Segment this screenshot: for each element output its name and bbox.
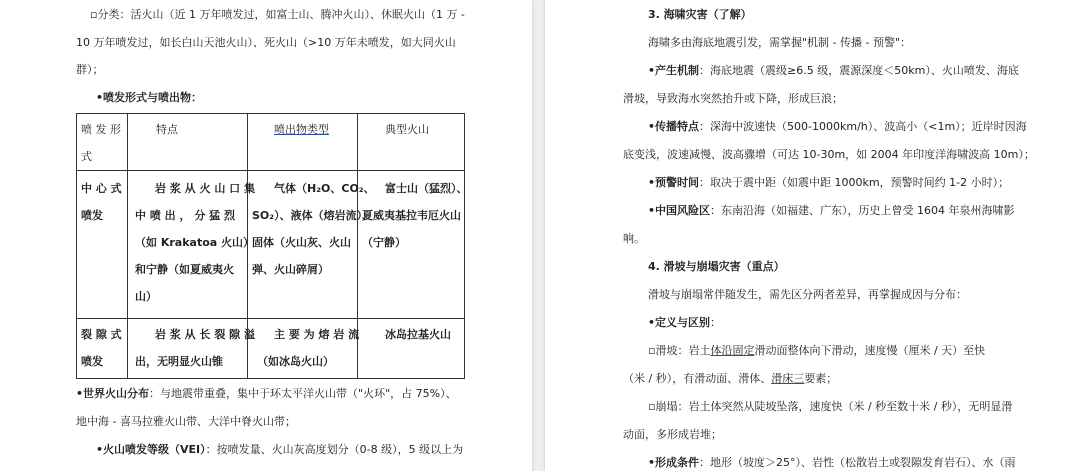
table-cell: 富士山（猛烈）、 bbox=[385, 182, 468, 195]
section-heading: 3. 海啸灾害（了解） bbox=[648, 8, 752, 21]
inline-text: 滑动面整体向下滑动，速度慢（厘米 / 天）至快 bbox=[754, 344, 986, 357]
inline-text: 滑床三 bbox=[771, 372, 805, 385]
text-line bbox=[648, 316, 721, 330]
inline-label: •产生机制 bbox=[648, 64, 700, 77]
inline-text: 体沿固定 bbox=[710, 344, 755, 357]
inline-label: •中国风险区 bbox=[648, 204, 711, 217]
table-cell: 岩 浆 从 火 山 口 集 bbox=[155, 182, 255, 195]
table-cell: （如冰岛火山） bbox=[257, 355, 334, 368]
text-line bbox=[648, 64, 1019, 78]
table-cell: 气体（H₂O、CO₂、 bbox=[274, 182, 375, 195]
table-cell: 弹、火山碎屑） bbox=[252, 263, 329, 276]
text-line: ▫分类：活火山（近 1 万年喷发过，如富士山、腾冲火山）、休眠火山（1 万 - bbox=[90, 8, 465, 21]
inline-text: ▫滑坡：岩土 bbox=[648, 344, 711, 357]
document-page-left bbox=[0, 0, 532, 471]
table-cell: 夏威夷基拉韦厄火山 bbox=[362, 209, 461, 222]
text-line: 10 万年喷发过，如长白山天池火山）、死火山（>10 万年未喷发，如大同火山 bbox=[76, 36, 456, 49]
text-line bbox=[648, 120, 1027, 134]
inline-label: •传播特点 bbox=[648, 120, 700, 133]
table-cell: 和宁静（如夏威夷火 bbox=[135, 263, 234, 276]
table-cell: 出，无明显火山锥 bbox=[135, 355, 223, 368]
text-line: 群）； bbox=[76, 63, 104, 76]
inline-text: ：深海中波速快（500-1000km/h）、波高小（<1m）；近岸时因海 bbox=[699, 120, 1027, 133]
text-line: 滑坡与崩塌常伴随发生，需先区分两者差异，再掌握成因与分布： bbox=[648, 288, 967, 301]
inline-label: •预警时间 bbox=[648, 176, 700, 189]
table-header-cell: 式 bbox=[81, 150, 92, 163]
section-heading: 4. 滑坡与崩塌灾害（重点） bbox=[648, 260, 785, 273]
inline-text: ：取决于震中距（如震中距 1000km，预警时间约 1-2 小时）； bbox=[699, 176, 1010, 189]
inline-text: ：地形（坡度＞25°）、岩性（松散岩土或裂隙发育岩石）、水（雨 bbox=[699, 456, 1016, 469]
inline-label: •火山喷发等级（VEI） bbox=[96, 443, 206, 456]
inline-text: 要素； bbox=[804, 372, 838, 385]
table-header-cell: 喷出物类型 bbox=[274, 123, 329, 136]
text-line: ▫崩塌：岩土体突然从陡坡坠落，速度快（米 / 秒至数十米 / 秒），无明显滑 bbox=[648, 400, 1013, 413]
inline-label: •形成条件 bbox=[648, 456, 700, 469]
text-line: 动面，多形成岩堆； bbox=[623, 428, 722, 441]
table-cell: 裂 隙 式 bbox=[81, 328, 122, 341]
table-cell: 喷发 bbox=[81, 209, 103, 222]
section-heading: •喷发形式与喷出物： bbox=[96, 91, 203, 104]
text-line: 海啸多由海底地震引发，需掌握"机制 - 传播 - 预警"： bbox=[648, 36, 912, 49]
text-line: 滑坡，导致海水突然抬升或下降，形成巨浪； bbox=[623, 92, 843, 105]
table-cell: 冰岛拉基火山 bbox=[385, 328, 451, 341]
text-line: 底变浅，波速减慢、波高骤增（可达 10-30m，如 2004 年印度洋海啸波高 10m）； bbox=[623, 148, 1035, 161]
table-header-cell: 典型火山 bbox=[385, 123, 429, 136]
eruption-table bbox=[76, 113, 468, 379]
table-cell: 山） bbox=[135, 290, 157, 303]
inline-text: ：海底地震（震级≥6.5 级，震源深度＜50km）、火山喷发、海底 bbox=[699, 64, 1019, 77]
text-line: 响。 bbox=[623, 232, 645, 245]
inline-label: •定义与区别 bbox=[648, 316, 711, 329]
text-line bbox=[76, 387, 457, 401]
inline-text: ：东南沿海（如福建、广东），历史上曾受 1604 年泉州海啸影 bbox=[710, 204, 1015, 217]
table-cell: 喷发 bbox=[81, 355, 103, 368]
table-cell: 岩 浆 从 长 裂 隙 溢 bbox=[155, 328, 255, 341]
document-page-right bbox=[545, 0, 1080, 471]
table-cell: 中 喷 出 ， 分 猛 烈 bbox=[135, 209, 235, 222]
table-header-cell: 特点 bbox=[156, 123, 178, 136]
table-cell: （宁静） bbox=[362, 236, 406, 249]
table-header-cell: 喷 发 形 bbox=[81, 123, 121, 136]
text-line bbox=[96, 443, 463, 457]
table-cell: 主 要 为 熔 岩 流 bbox=[274, 328, 360, 341]
text-line bbox=[648, 204, 1015, 218]
inline-label: •世界火山分布 bbox=[76, 387, 150, 400]
inline-text: （米 / 秒），有滑动面、滑体、 bbox=[623, 372, 772, 385]
table-cell: 中 心 式 bbox=[81, 182, 122, 195]
text-line bbox=[623, 372, 837, 386]
inline-text: ： bbox=[710, 316, 722, 329]
table-cell: SO₂）、液体（熔岩流）、 bbox=[252, 209, 374, 222]
text-line bbox=[648, 176, 1009, 190]
table-cell: （如 Krakatoa 火山） bbox=[135, 236, 255, 249]
table-cell: 固体（火山灰、火山 bbox=[252, 236, 351, 249]
text-line: 地中海 - 喜马拉雅火山带、大洋中脊火山带； bbox=[76, 415, 296, 428]
text-line bbox=[648, 344, 985, 358]
inline-text: ：与地震带重叠，集中于环太平洋火山带（"火环"，占 75%）、 bbox=[149, 387, 457, 400]
text-line bbox=[648, 456, 1016, 470]
inline-text: ：按喷发量、火山灰高度划分（0-8 级），5 级以上为 bbox=[205, 443, 464, 456]
